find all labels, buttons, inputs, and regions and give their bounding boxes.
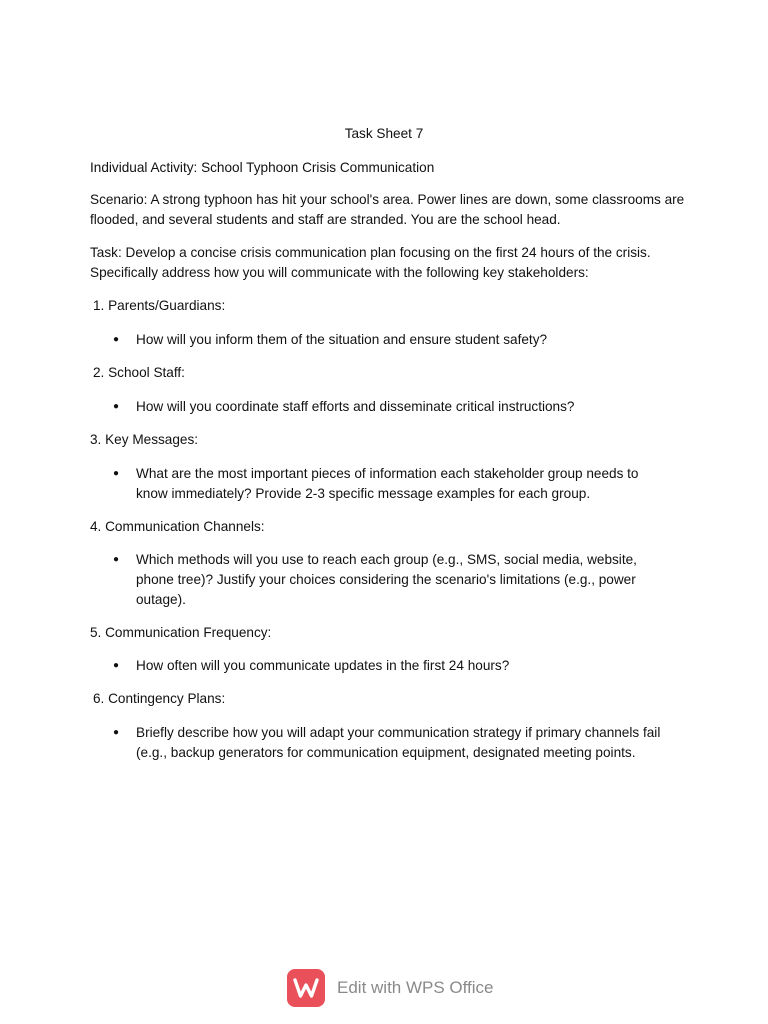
scenario-text: : A strong typhoon has hit your school's area. Power lines are down, some classrooms are flooded, and several students and staff are stranded. You are the school head. bbox=[90, 192, 685, 227]
list-item-text: How will you inform them of the situation and ensure student safety? bbox=[136, 332, 548, 347]
bullet-icon: ● bbox=[113, 468, 120, 479]
scenario-label: Scenario bbox=[90, 192, 144, 207]
bullet-icon: ● bbox=[113, 554, 120, 565]
wps-edit-banner[interactable] bbox=[287, 968, 494, 1008]
bullet-icon: ● bbox=[113, 401, 120, 412]
section-heading: 5. Communication Frequency: bbox=[90, 625, 272, 640]
section-heading: 2. School Staff: bbox=[93, 365, 185, 380]
list-item-text: Briefly describe how you will adapt your communication strategy if primary channels fail (e.g., backup generators for communication equipment, designated meeting points. bbox=[136, 725, 661, 760]
list-item-text: How will you coordinate staff efforts and disseminate critical instructions? bbox=[136, 399, 575, 414]
bullet-icon: ● bbox=[113, 334, 120, 345]
section-heading: 1. Parents/Guardians: bbox=[93, 298, 226, 313]
bullet-icon: ● bbox=[113, 660, 120, 671]
section-heading: 4. Communication Channels: bbox=[90, 519, 265, 534]
activity-heading: Individual Activity: School Typhoon Crisis Communication bbox=[90, 160, 435, 175]
task-label: Task bbox=[90, 245, 118, 260]
edit-with-wps-label[interactable]: Edit with WPS Office bbox=[337, 978, 494, 997]
document-title: Task Sheet 7 bbox=[344, 126, 424, 141]
bullet-icon: ● bbox=[113, 727, 120, 738]
list-item-text: What are the most important pieces of information each stakeholder group needs to know immediately? Provide 2-3 specific message examples for each group. bbox=[136, 466, 639, 501]
list-item-text: Which methods will you use to reach each group (e.g., SMS, social media, website, phone tree)? Justify your choices considering the scenario's limitations (e.g., power outage). bbox=[136, 552, 637, 607]
list-item-text: How often will you communicate updates in the first 24 hours? bbox=[136, 658, 510, 673]
section-heading: 3. Key Messages: bbox=[90, 432, 199, 447]
wps-office-logo-icon bbox=[287, 969, 325, 1007]
task-text: : Develop a concise crisis communication plan focusing on the first 24 hours of the crisis. Specifically address how you will communicate with the following key stakeholders: bbox=[90, 245, 651, 280]
task-paragraph bbox=[90, 243, 690, 283]
section-heading: 6. Contingency Plans: bbox=[93, 691, 226, 706]
scenario-paragraph bbox=[90, 190, 690, 230]
